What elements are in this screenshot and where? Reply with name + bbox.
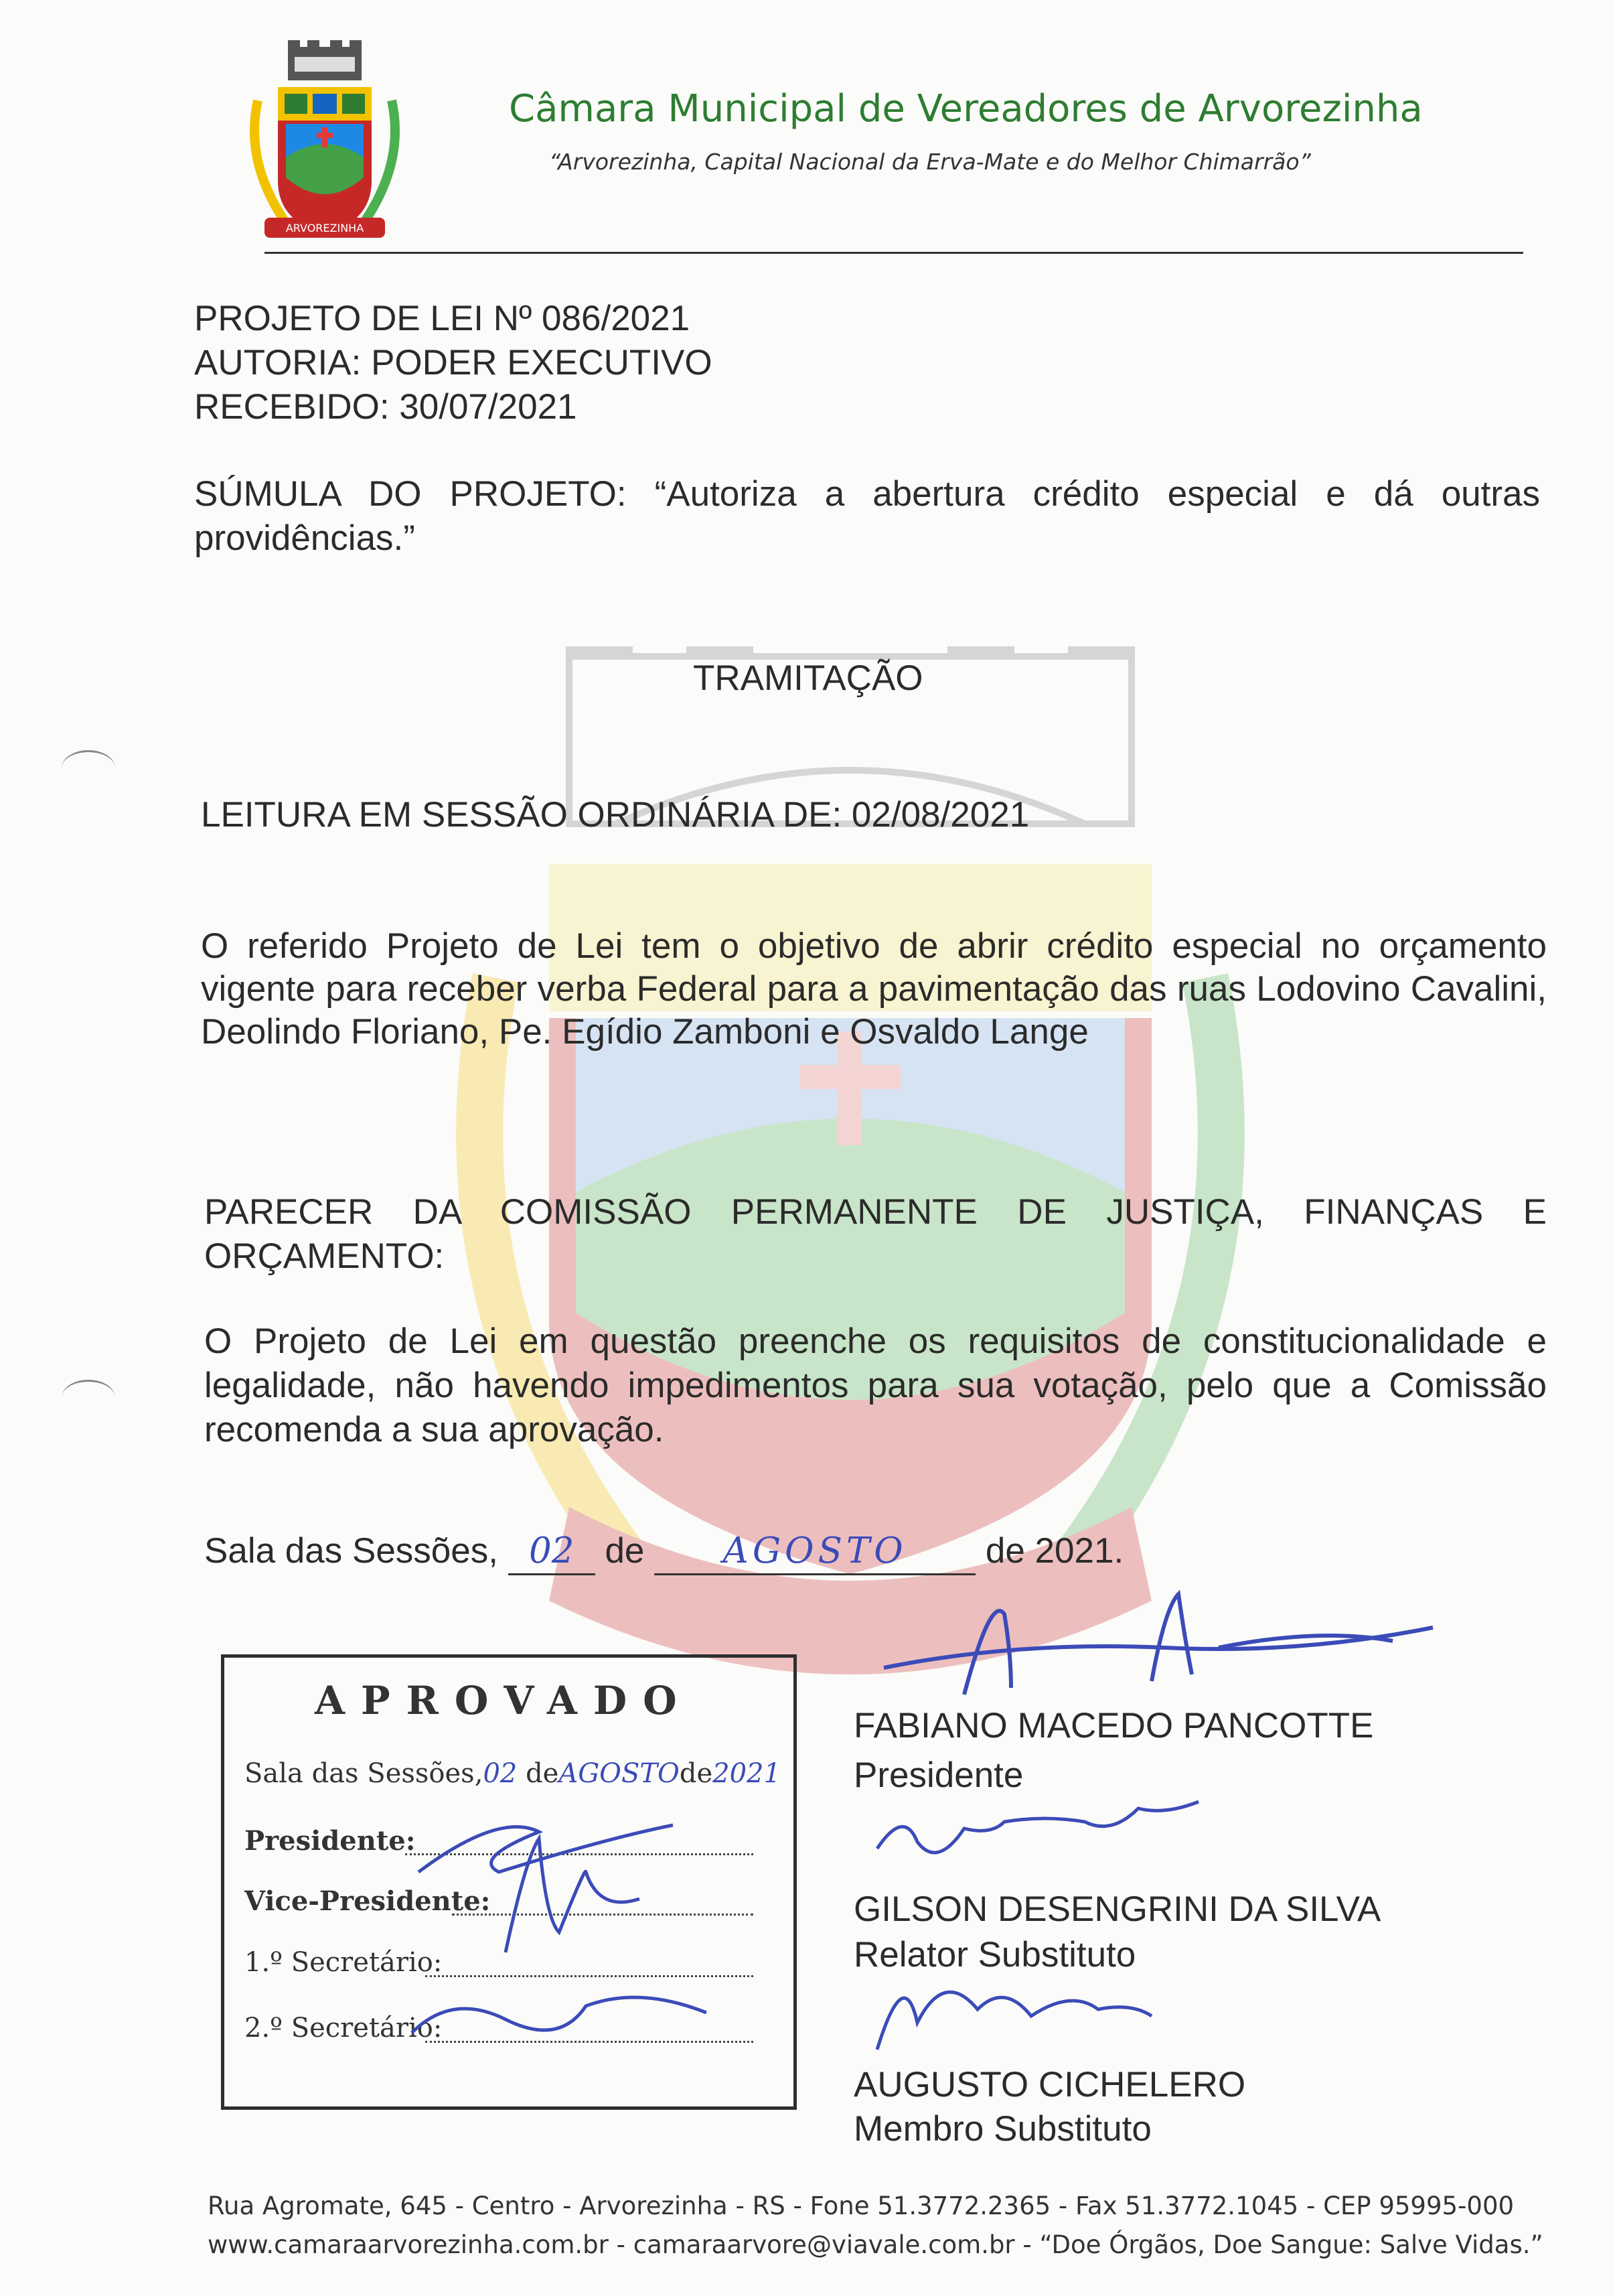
organization-name: Câmara Municipal de Vereadores de Arvorezinha — [509, 87, 1423, 131]
header-divider — [264, 252, 1523, 254]
summary-text: “Autoriza a abertura crédito especial e dá outras providências.” — [194, 474, 1540, 558]
punch-mark — [62, 750, 115, 786]
commission-opinion: O Projeto de Lei em questão preenche os requisitos de constitucionalidade e legalidade, não havendo impedimentos para sua votação, pelo que a Comissão recomenda a sua aprovação. — [204, 1321, 1547, 1449]
stamp-session-de2: de — [679, 1758, 713, 1789]
date-de: de — [605, 1531, 645, 1571]
signatory-1-name: FABIANO MACEDO PANCOTTE — [854, 1706, 1374, 1745]
project-received: RECEBIDO: 30/07/2021 — [194, 387, 577, 427]
signatory-3-role: Membro Substituto — [854, 2109, 1152, 2149]
date-prefix: Sala das Sessões, — [204, 1531, 498, 1571]
signatory-2-name: GILSON DESENGRINI DA SILVA — [854, 1889, 1381, 1929]
session-date-line — [204, 1529, 1124, 1575]
date-day-field — [508, 1529, 595, 1575]
signatory-3-name: AUGUSTO CICHELERO — [854, 2065, 1246, 2104]
stamp-session-year: 2021 — [712, 1758, 781, 1789]
stamp-session-month: AGOSTO — [558, 1758, 680, 1789]
date-day-handwritten: 02 — [528, 1530, 574, 1571]
stamp-second-secretary-label: 2.º Secretário: — [244, 2013, 443, 2043]
commission-title: PARECER DA COMISSÃO PERMANENTE DE JUSTIÇA, FINANÇAS E ORÇAMENTO: — [204, 1192, 1547, 1276]
footer-contact: www.camaraarvorezinha.com.br - camaraarvore@viavale.com.br - “Doe Órgãos, Doe Sangue: Salve Vidas.” — [208, 2230, 1543, 2259]
date-month-field — [654, 1529, 976, 1575]
project-number: PROJETO DE LEI Nº 086/2021 — [194, 299, 690, 338]
stamp-session-day: 02 — [483, 1758, 518, 1789]
stamp-president-label: Presidente: — [244, 1825, 416, 1857]
signatory-1-role: Presidente — [854, 1755, 1024, 1795]
tramitacao-title: TRAMITAÇÃO — [693, 658, 923, 698]
project-author: AUTORIA: PODER EXECUTIVO — [194, 343, 712, 382]
date-month-handwritten: AGOSTO — [722, 1530, 907, 1571]
president-signature — [870, 1581, 1446, 1715]
stamp-title: APROVADO — [315, 1678, 693, 1723]
stamp-signatures — [398, 1792, 787, 2073]
municipal-crest-logo — [238, 40, 412, 255]
crest-banner-text: ARVOREZINHA — [285, 222, 364, 234]
stamp-session-de: de — [526, 1758, 559, 1789]
member-signature — [864, 1976, 1172, 2070]
stamp-vice-label: Vice-Presidente: — [244, 1885, 491, 1917]
punch-mark — [62, 1380, 115, 1415]
date-suffix: de 2021. — [985, 1531, 1124, 1571]
project-objective: O referido Projeto de Lei tem o objetivo de abrir crédito especial no orçamento vigente para receber verba Federal para a pavimentação das ruas Lodovino Cavalini, Deolindo Floriano, Pe. Egídio Zamboni e Osvaldo Lange — [201, 926, 1547, 1052]
project-summary — [194, 472, 1540, 561]
stamp-session-row — [244, 1758, 781, 1789]
organization-tagline: “Arvorezinha, Capital Nacional da Erva-Mate e do Melhor Chimarrão” — [549, 149, 1311, 175]
summary-label: SÚMULA DO PROJETO: — [194, 474, 627, 514]
stamp-session-label: Sala das Sessões, — [244, 1758, 483, 1789]
footer-address: Rua Agromate, 645 - Centro - Arvorezinha - RS - Fone 51.3772.2365 - Fax 51.3772.1045 - CEP 95995-000 — [208, 2192, 1515, 2220]
approval-stamp — [221, 1654, 797, 2110]
signatory-2-role: Relator Substituto — [854, 1935, 1136, 1975]
reading-session: LEITURA EM SESSÃO ORDINÁRIA DE: 02/08/2021 — [201, 795, 1030, 835]
stamp-first-secretary-label: 1.º Secretário: — [244, 1947, 443, 1978]
relator-signature — [870, 1795, 1272, 1889]
